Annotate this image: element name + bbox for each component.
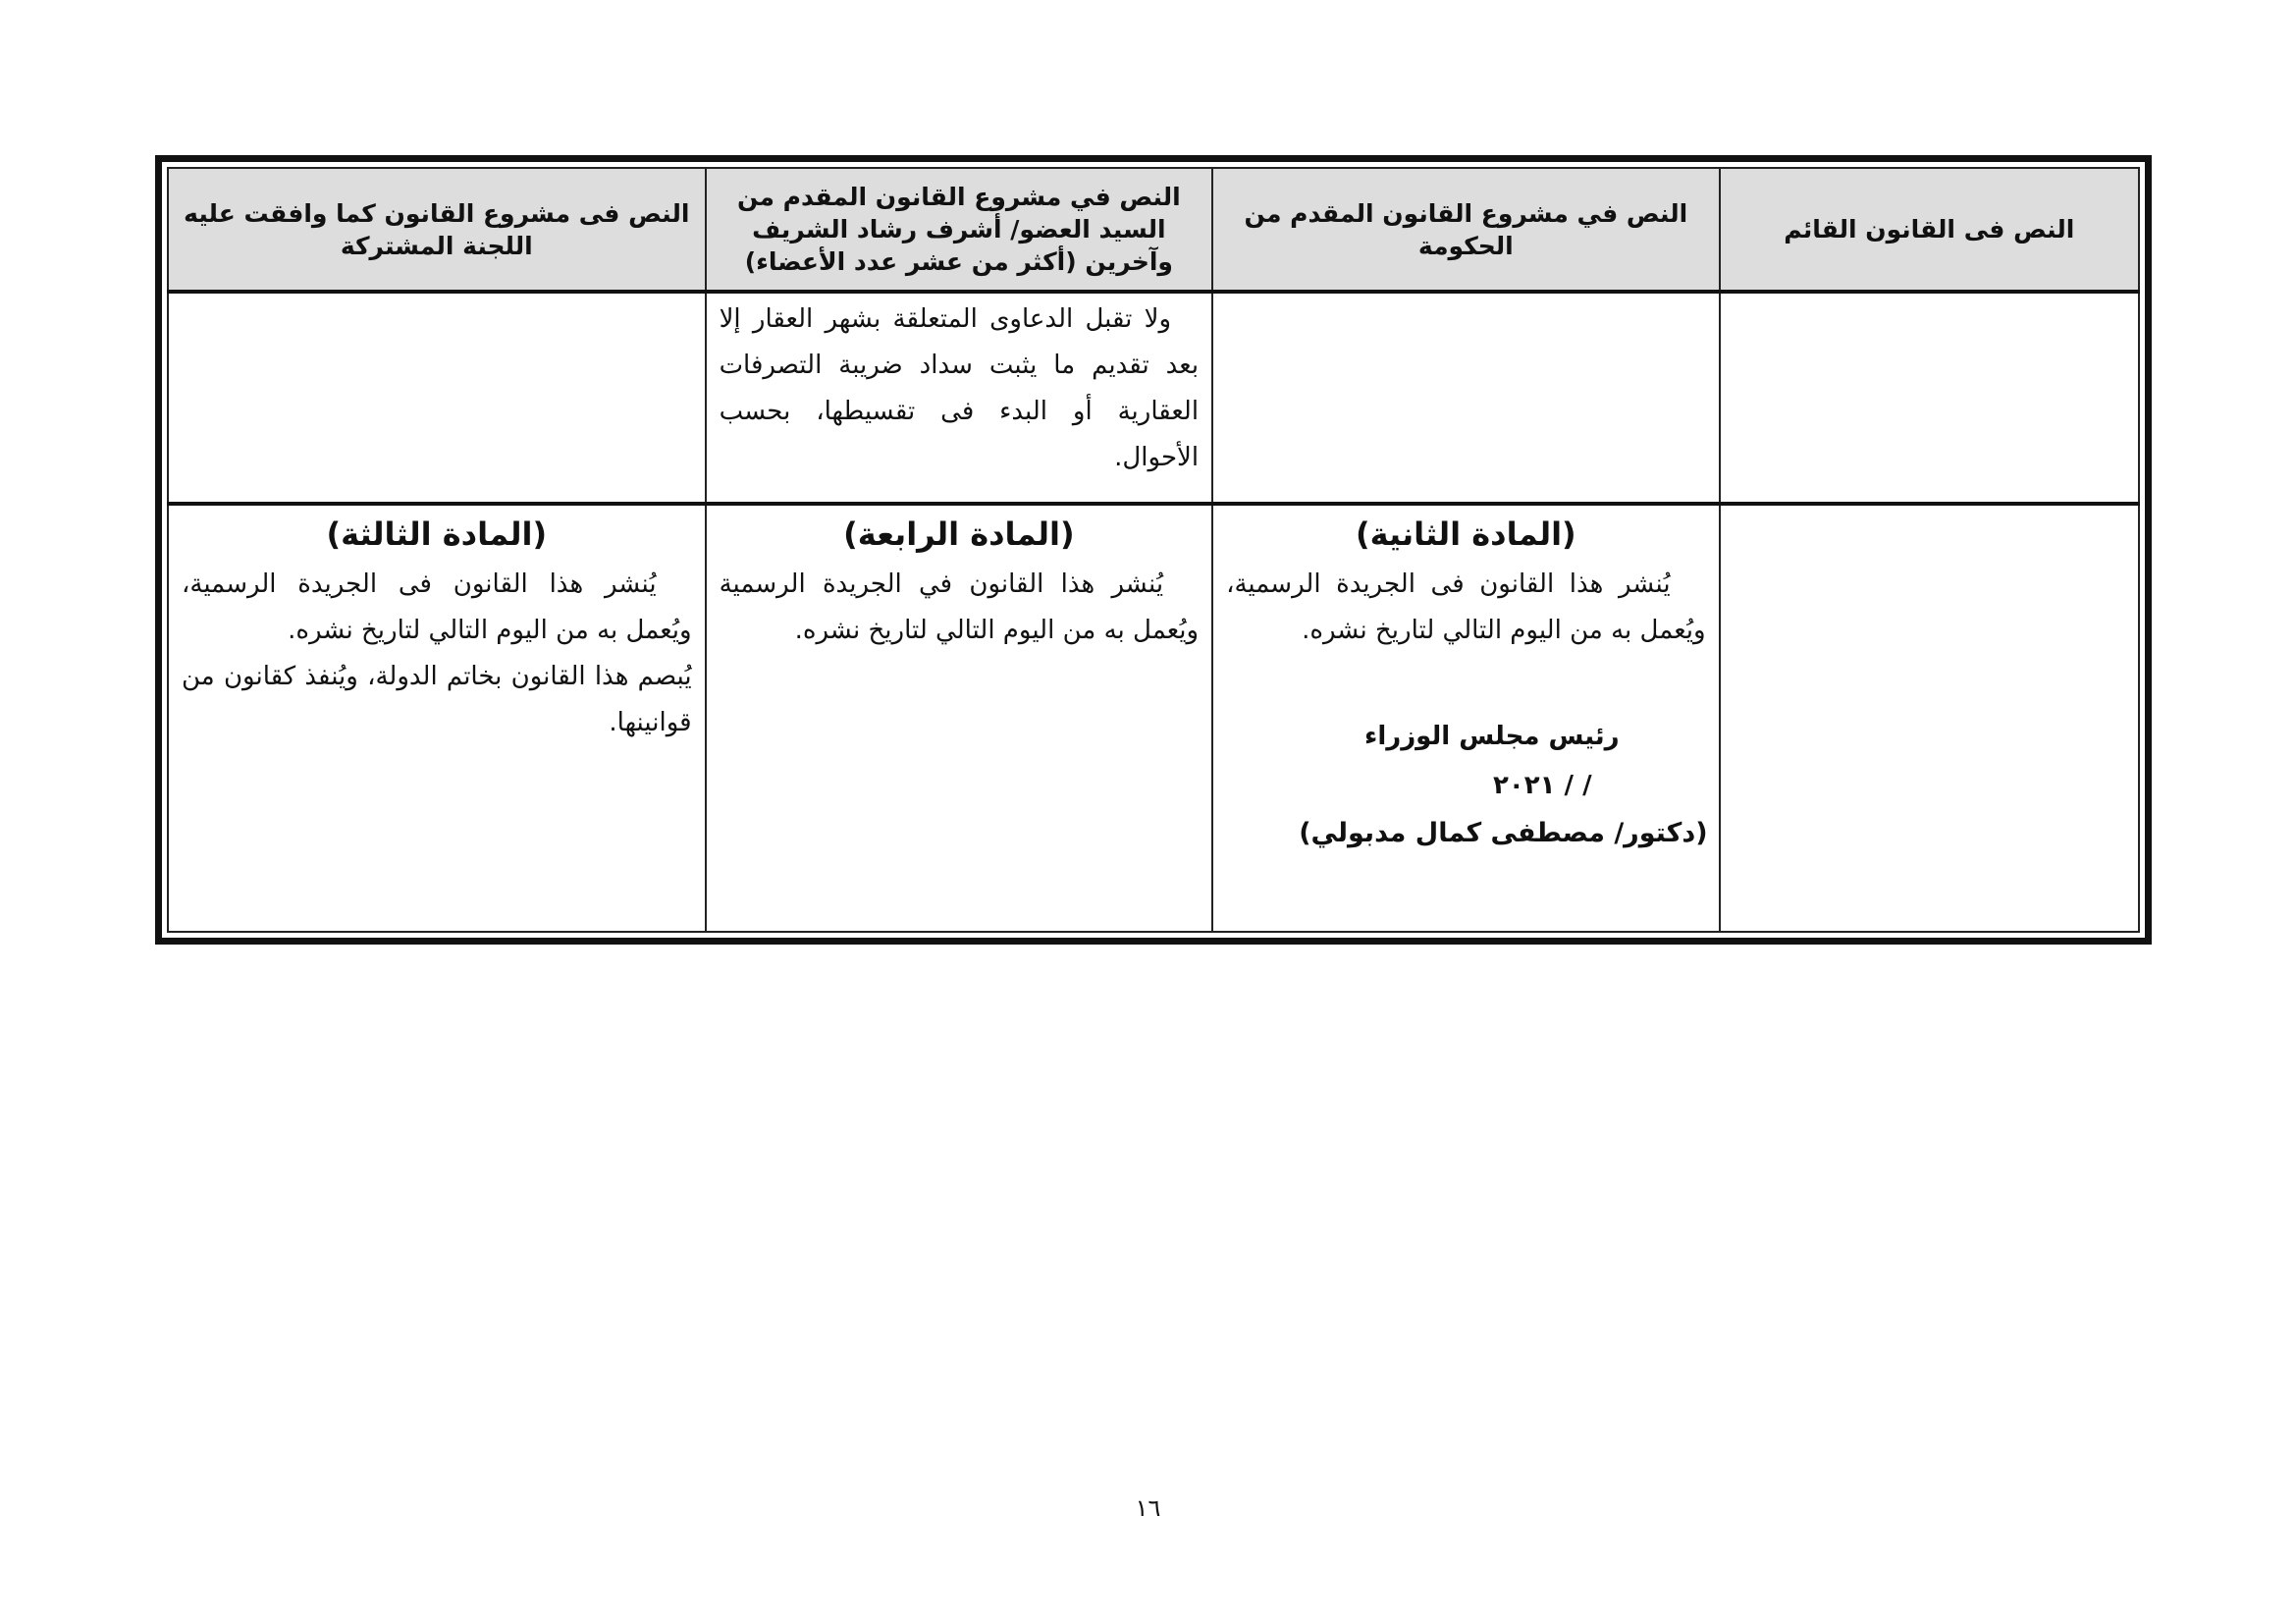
- article-text: يُنشر هذا القانون في الجريدة الرسمية ويُعمل به من اليوم التالي لتاريخ نشره.: [719, 569, 1200, 645]
- cell-member-bill: [706, 504, 1213, 932]
- table-header-row: [168, 168, 2139, 292]
- table-row: [168, 504, 2139, 932]
- header-existing-law: النص فى القانون القائم: [1720, 168, 2139, 292]
- article-text: يُنشر هذا القانون فى الجريدة الرسمية، ويُعمل به من اليوم التالي لتاريخ نشره.: [182, 569, 692, 645]
- header-government-bill: النص في مشروع القانون المقدم من الحكومة: [1212, 168, 1720, 292]
- cell-government-bill: [1212, 504, 1720, 932]
- header-member-bill: النص في مشروع القانون المقدم من السيد العضو/ أشرف رشاد الشريف وآخرين (أكثر من عشر عدد الأعضاء): [706, 168, 1213, 292]
- cell-member-bill: [706, 292, 1213, 504]
- article-title: (المادة الثالثة): [326, 515, 548, 553]
- cell-existing-law: [1720, 504, 2139, 932]
- cell-existing-law: [1720, 292, 2139, 504]
- member-lawsuit-clause: ولا تقبل الدعاوى المتعلقة بشهر العقار إلا بعد تقديم ما يثبت سداد ضريبة التصرفات العقارية أو البدء فى تقسيطها، بحسب الأحوال.: [719, 304, 1200, 472]
- cell-committee-text: [168, 292, 706, 504]
- signature-block: [1214, 711, 1718, 858]
- table-row: [168, 292, 2139, 504]
- comparison-table: [167, 167, 2140, 933]
- article-text: يُبصم هذا القانون بخاتم الدولة، ويُنفذ كقانون من قوانينها.: [182, 662, 692, 737]
- article-title: (المادة الرابعة): [843, 515, 1075, 553]
- page-number: ١٦: [1135, 1494, 1161, 1522]
- article-title: (المادة الثانية): [1355, 515, 1576, 553]
- header-committee-text: النص فى مشروع القانون كما وافقت عليه اللجنة المشتركة: [168, 168, 706, 292]
- signature-date: / / ٢٠٢١: [1492, 771, 1592, 800]
- comparison-table-frame: [155, 155, 2152, 945]
- signature-name: (دكتور/ مصطفى كمال مدبولي): [1299, 818, 1708, 848]
- cell-government-bill: [1212, 292, 1720, 504]
- cell-committee-text: [168, 504, 706, 932]
- article-text: يُنشر هذا القانون فى الجريدة الرسمية، ويُعمل به من اليوم التالي لتاريخ نشره.: [1226, 569, 1706, 645]
- signature-title: رئيس مجلس الوزراء: [1364, 722, 1620, 751]
